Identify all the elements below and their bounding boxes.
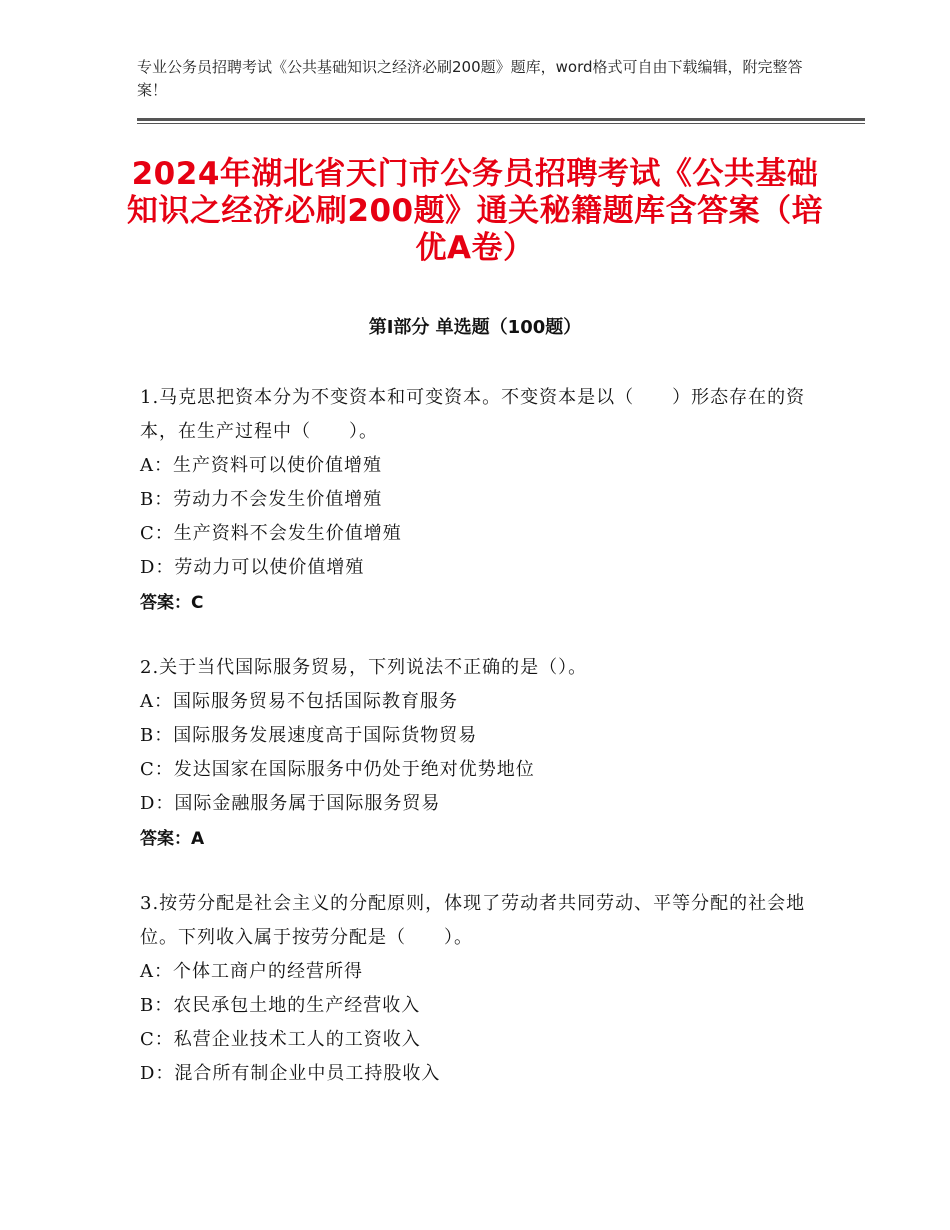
option-a: A：生产资料可以使价值增殖 [140, 455, 382, 476]
header-note: 专业公务员招聘考试《公共基础知识之经济必刷200题》题库，word格式可自由下载编辑，附完整答案！ [137, 58, 803, 99]
header-divider [137, 118, 865, 124]
option-c: C：发达国家在国际服务中仍处于绝对优势地位 [140, 759, 535, 780]
question-stem: 1.马克思把资本分为不变资本和可变资本。不变资本是以（ ）形态存在的资本，在生产过程中（ ）。 [140, 387, 806, 442]
option-b: B：农民承包土地的生产经营收入 [140, 995, 421, 1016]
document-title: 2024年湖北省天门市公务员招聘考试《公共基础知识之经济必刷200题》通关秘籍题库含答案（培优A卷） [126, 156, 824, 266]
answer: 答案：C [140, 593, 204, 613]
header-divider-thin [137, 123, 865, 124]
question-stem: 3.按劳分配是社会主义的分配原则，体现了劳动者共同劳动、平等分配的社会地位。下列收入属于按劳分配是（ ）。 [140, 893, 806, 948]
option-d: D：劳动力可以使价值增殖 [140, 557, 365, 578]
option-a: A：个体工商户的经营所得 [140, 961, 363, 982]
option-b: B：劳动力不会发生价值增殖 [140, 489, 383, 510]
question-3 [140, 887, 815, 1091]
question-list [140, 381, 815, 1121]
question-2 [140, 651, 815, 857]
header-divider-thick [137, 118, 865, 121]
option-d: D：国际金融服务属于国际服务贸易 [140, 793, 441, 814]
option-a: A：国际服务贸易不包括国际教育服务 [140, 691, 458, 712]
question-1 [140, 381, 815, 621]
section-title: 第Ⅰ部分 单选题（100题） [368, 317, 582, 338]
answer: 答案：A [140, 829, 205, 849]
option-b: B：国际服务发展速度高于国际货物贸易 [140, 725, 478, 746]
option-d: D：混合所有制企业中员工持股收入 [140, 1063, 441, 1084]
option-c: C：生产资料不会发生价值增殖 [140, 523, 402, 544]
option-c: C：私营企业技术工人的工资收入 [140, 1029, 421, 1050]
question-stem: 2.关于当代国际服务贸易，下列说法不正确的是（）。 [140, 657, 588, 678]
